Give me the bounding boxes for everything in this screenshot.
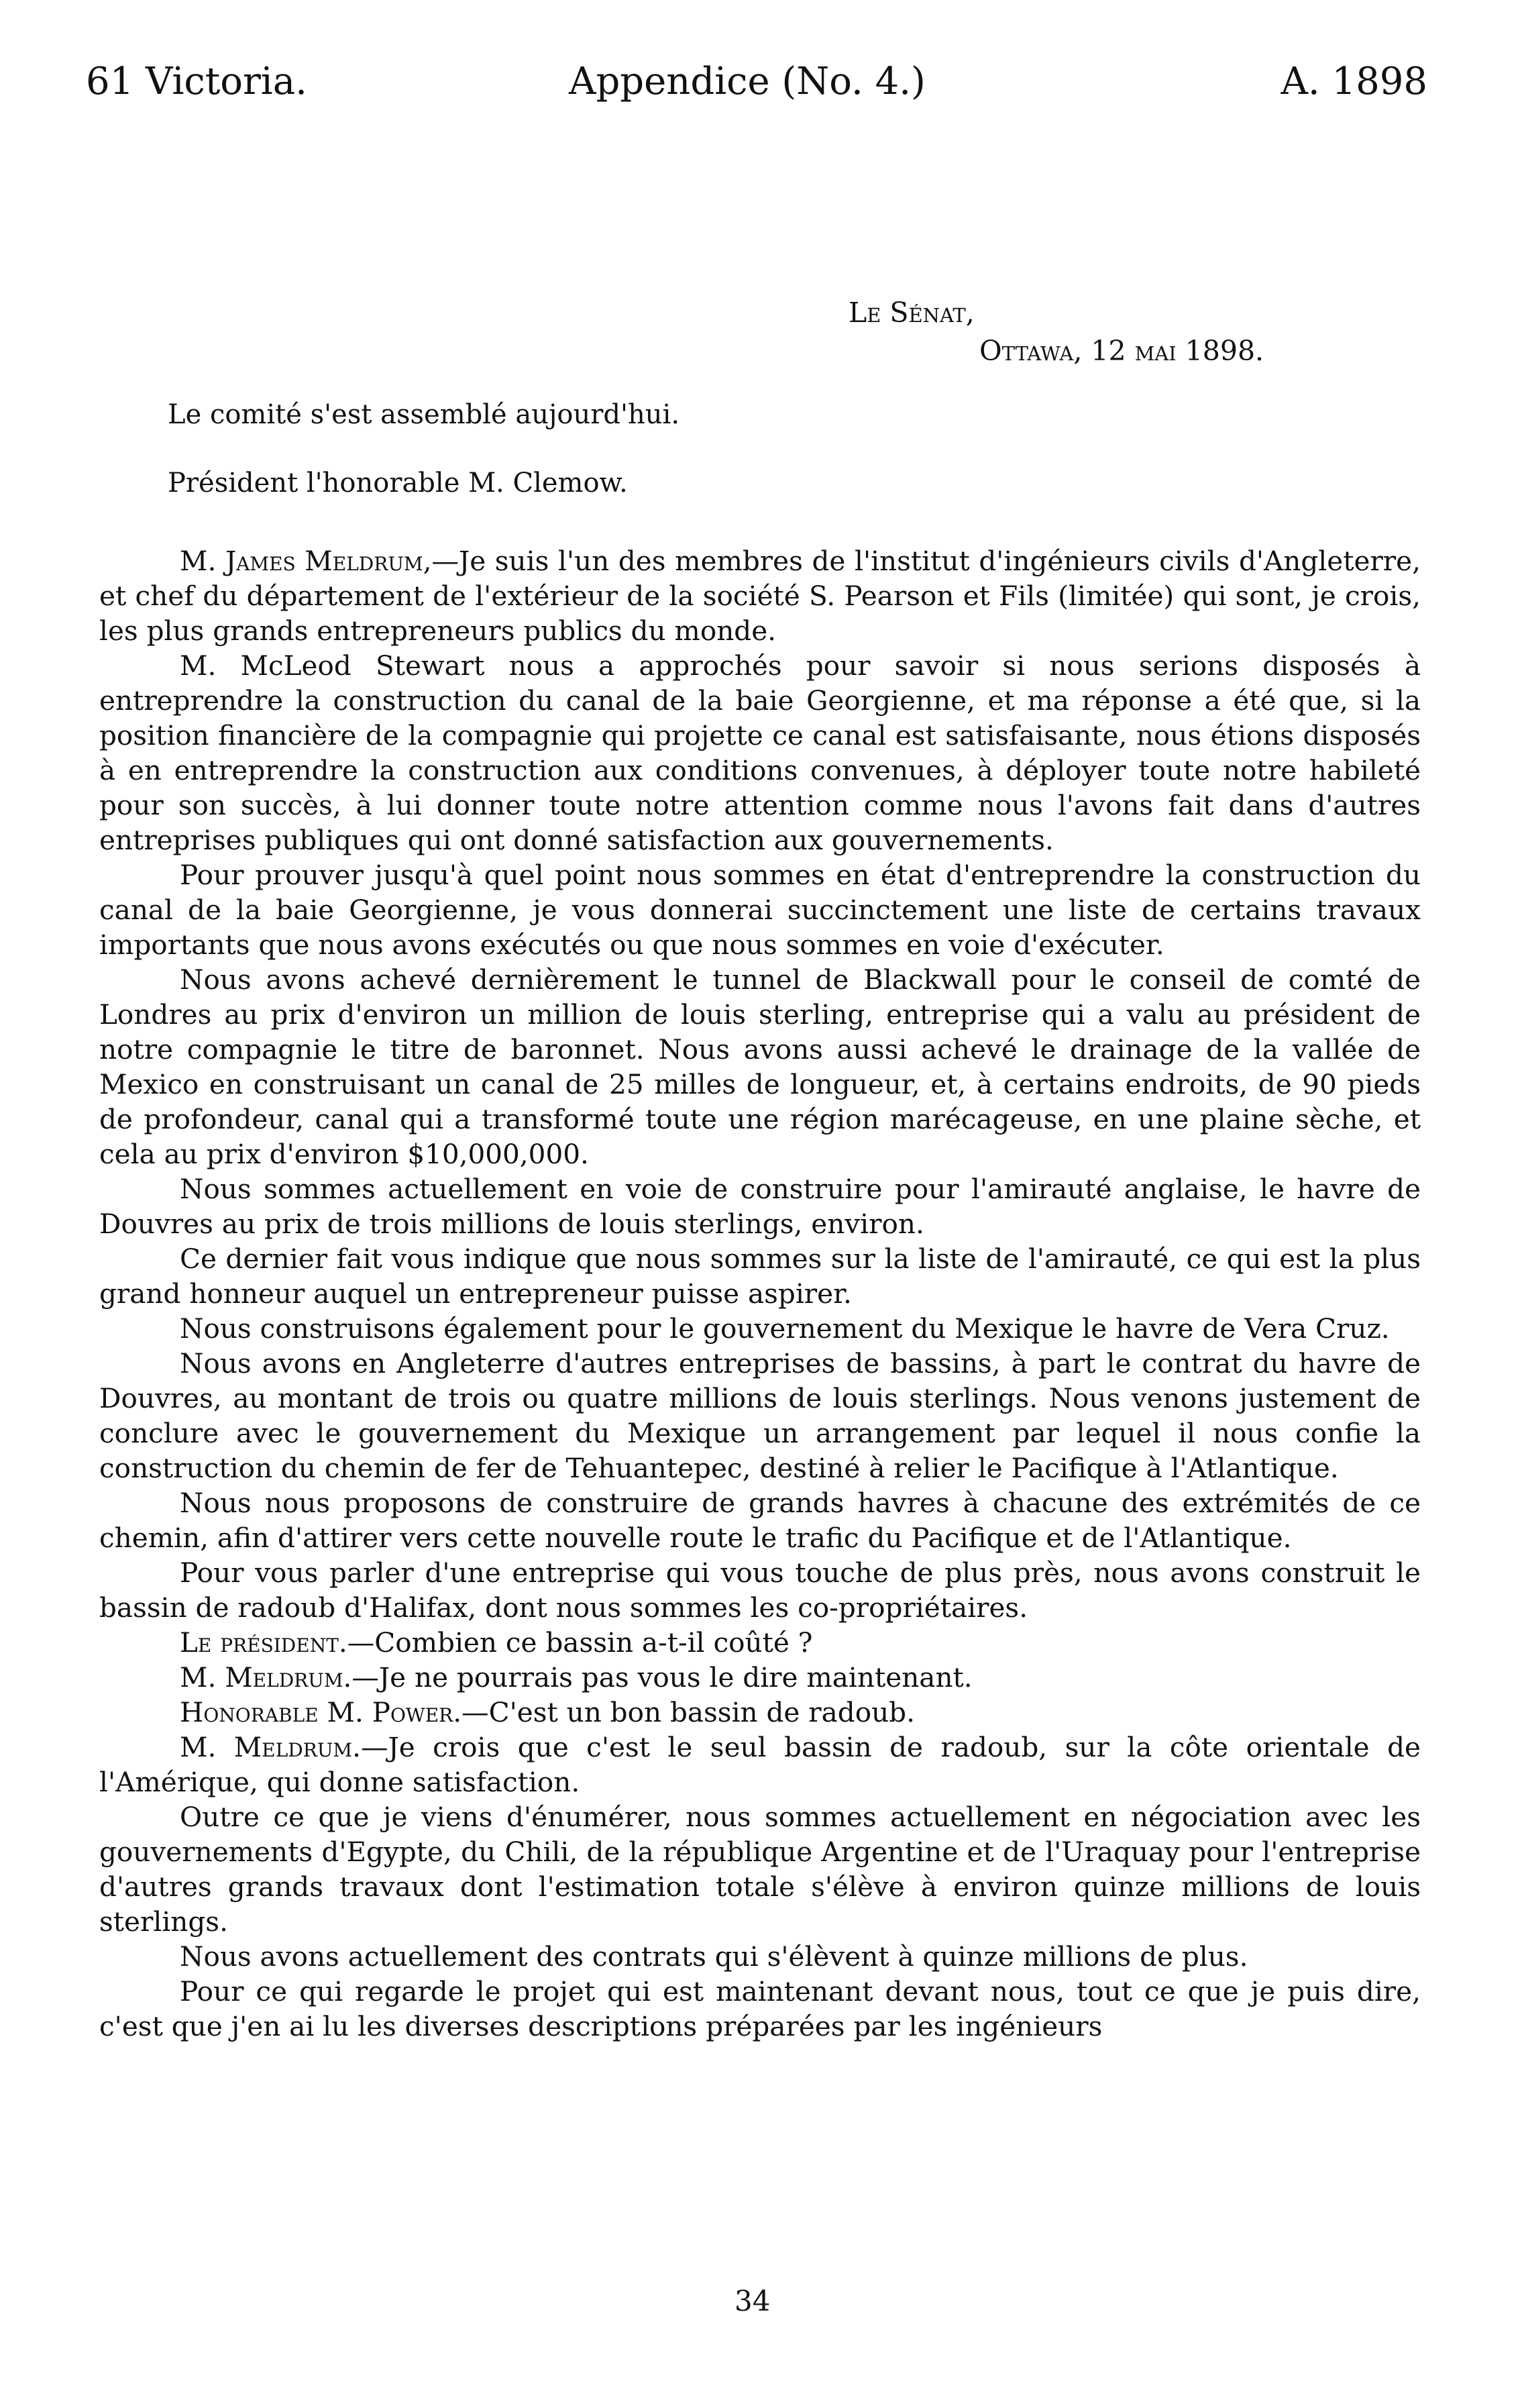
paragraph <box>99 1171 1421 1241</box>
president-statement: Président l'honorable M. Clemow. <box>168 468 628 499</box>
paragraph-text: Nous avons achevé dernièrement le tunnel de Blackwall pour le conseil de comté de Londres au prix d'environ un million de louis sterling, entreprise qui a valu au président de notre compagnie le titre de baronnet. Nous avons aussi achevé le drainage de la vallée de Mexico en construisant un canal de 25 milles de longueur, et, à certains endroits, de 90 pieds de profondeur, canal qui a transformé toute une région marécageuse, en une plaine sèche, et cela au prix d'environ $10,000,000. <box>99 963 1421 1170</box>
paragraph <box>99 1660 1421 1695</box>
paragraph-text: M. McLeod Stewart nous a approchés pour savoir si nous serions disposés à entreprendre la construction du canal de la baie Georgienne, et ma réponse a été que, si la position financière de la compagnie qui projette ce canal est satisfaisante, nous étions disposés à en entreprendre la construction aux conditions convenues, à déployer toute notre habileté pour son succès, à lui donner toute notre attention comme nous l'avons fait dans d'autres entreprises publiques qui ont donné satisfaction aux gouvernements. <box>99 649 1421 856</box>
header-appendix: Appendice (No. 4.) <box>569 60 926 103</box>
dateline-place: Le Sénat, <box>849 297 975 329</box>
paragraph <box>99 857 1421 962</box>
paragraph-text: Ce dernier fait vous indique que nous sommes sur la liste de l'amirauté, ce qui est la plus grand honneur auquel un entrepreneur puisse aspirer. <box>99 1243 1421 1310</box>
paragraph <box>99 1485 1421 1555</box>
paragraph <box>99 1730 1421 1799</box>
paragraph <box>99 1939 1421 1974</box>
paragraph <box>99 1241 1421 1311</box>
speaker-name: Honorable M. Power <box>180 1696 453 1728</box>
paragraph-text: Nous avons actuellement des contrats qui s'élèvent à quinze millions de plus. <box>180 1940 1248 1973</box>
running-header <box>86 55 1427 109</box>
paragraph <box>99 1974 1421 2044</box>
header-regnal-year: 61 Victoria. <box>86 60 307 103</box>
paragraph <box>99 1311 1421 1346</box>
paragraph <box>99 1555 1421 1625</box>
paragraph-text: Pour ce qui regarde le projet qui est maintenant devant nous, tout ce que je puis dire, c'est que j'en ai lu les diverses descriptions préparées par les ingénieurs <box>99 1975 1421 2042</box>
body-text <box>99 543 1421 2044</box>
meeting-statement: Le comité s'est assemblé aujourd'hui. <box>168 399 680 430</box>
dateline-date: Ottawa, 12 mai 1898. <box>979 335 1264 367</box>
paragraph-text: Nous nous proposons de construire de grands havres à chacune des extrémités de ce chemin, afin d'attirer vers cette nouvelle route le trafic du Pacifique et de l'Atlantique. <box>99 1487 1421 1554</box>
paragraph <box>99 962 1421 1171</box>
speaker-name: M. Meldrum <box>180 1661 343 1693</box>
paragraph-text: ,—Je suis l'un des membres de l'institut d'ingénieurs civils d'Angleterre, et chef du département de l'extérieur de la société S. Pearson et Fils (limitée) qui sont, je crois, les plus grands entrepreneurs publics du monde. <box>99 545 1421 647</box>
paragraph-text: .—Je ne pourrais pas vous le dire maintenant. <box>343 1661 973 1693</box>
paragraph-text: .—Je crois que c'est le seul bassin de radoub, sur la côte orientale de l'Amérique, qui donne satisfaction. <box>99 1731 1421 1798</box>
paragraph-text: Nous construisons également pour le gouvernement du Mexique le havre de Vera Cruz. <box>180 1312 1390 1345</box>
speaker-name: M. James Meldrum <box>180 545 423 577</box>
speaker-name: Le président <box>180 1626 339 1659</box>
paragraph <box>99 1625 1421 1660</box>
paragraph-text: Outre ce que je viens d'énumérer, nous sommes actuellement en négociation avec les gouvernements d'Egypte, du Chili, de la république Argentine et de l'Uraquay pour l'entreprise d'autres grands travaux dont l'estimation totale s'élève à environ quinze millions de louis sterlings. <box>99 1801 1421 1938</box>
paragraph <box>99 1346 1421 1485</box>
paragraph-text: Pour prouver jusqu'à quel point nous sommes en état d'entreprendre la construction du canal de la baie Georgienne, je vous donnerai succinctement une liste de certains travaux importants que nous avons exécutés ou que nous sommes en voie d'exécuter. <box>99 859 1421 961</box>
paragraph-text: Nous sommes actuellement en voie de construire pour l'amirauté anglaise, le havre de Douvres au prix de trois millions de louis sterlings, environ. <box>99 1173 1421 1240</box>
paragraph-text: .—C'est un bon bassin de radoub. <box>453 1696 915 1728</box>
paragraph <box>99 543 1421 648</box>
paragraph-text: Nous avons en Angleterre d'autres entreprises de bassins, à part le contrat du havre de Douvres, au montant de trois ou quatre millions de louis sterlings. Nous venons justement de conclure avec le gouvernement du Mexique un arrangement par lequel il nous confie la construction du chemin de fer de Tehuantepec, destiné à relier le Pacifique à l'Atlantique. <box>99 1347 1421 1484</box>
paragraph-text: Pour vous parler d'une entreprise qui vous touche de plus près, nous avons construit le bassin de radoub d'Halifax, dont nous sommes les co-propriétaires. <box>99 1557 1421 1624</box>
paragraph <box>99 1799 1421 1939</box>
paragraph-text: .—Combien ce bassin a-t-il coûté ? <box>338 1626 813 1659</box>
page-number: 34 <box>735 2285 771 2317</box>
paragraph <box>99 1695 1421 1730</box>
paragraph <box>99 648 1421 857</box>
speaker-name: M. Meldrum <box>180 1731 353 1763</box>
header-year: A. 1898 <box>1281 60 1427 103</box>
